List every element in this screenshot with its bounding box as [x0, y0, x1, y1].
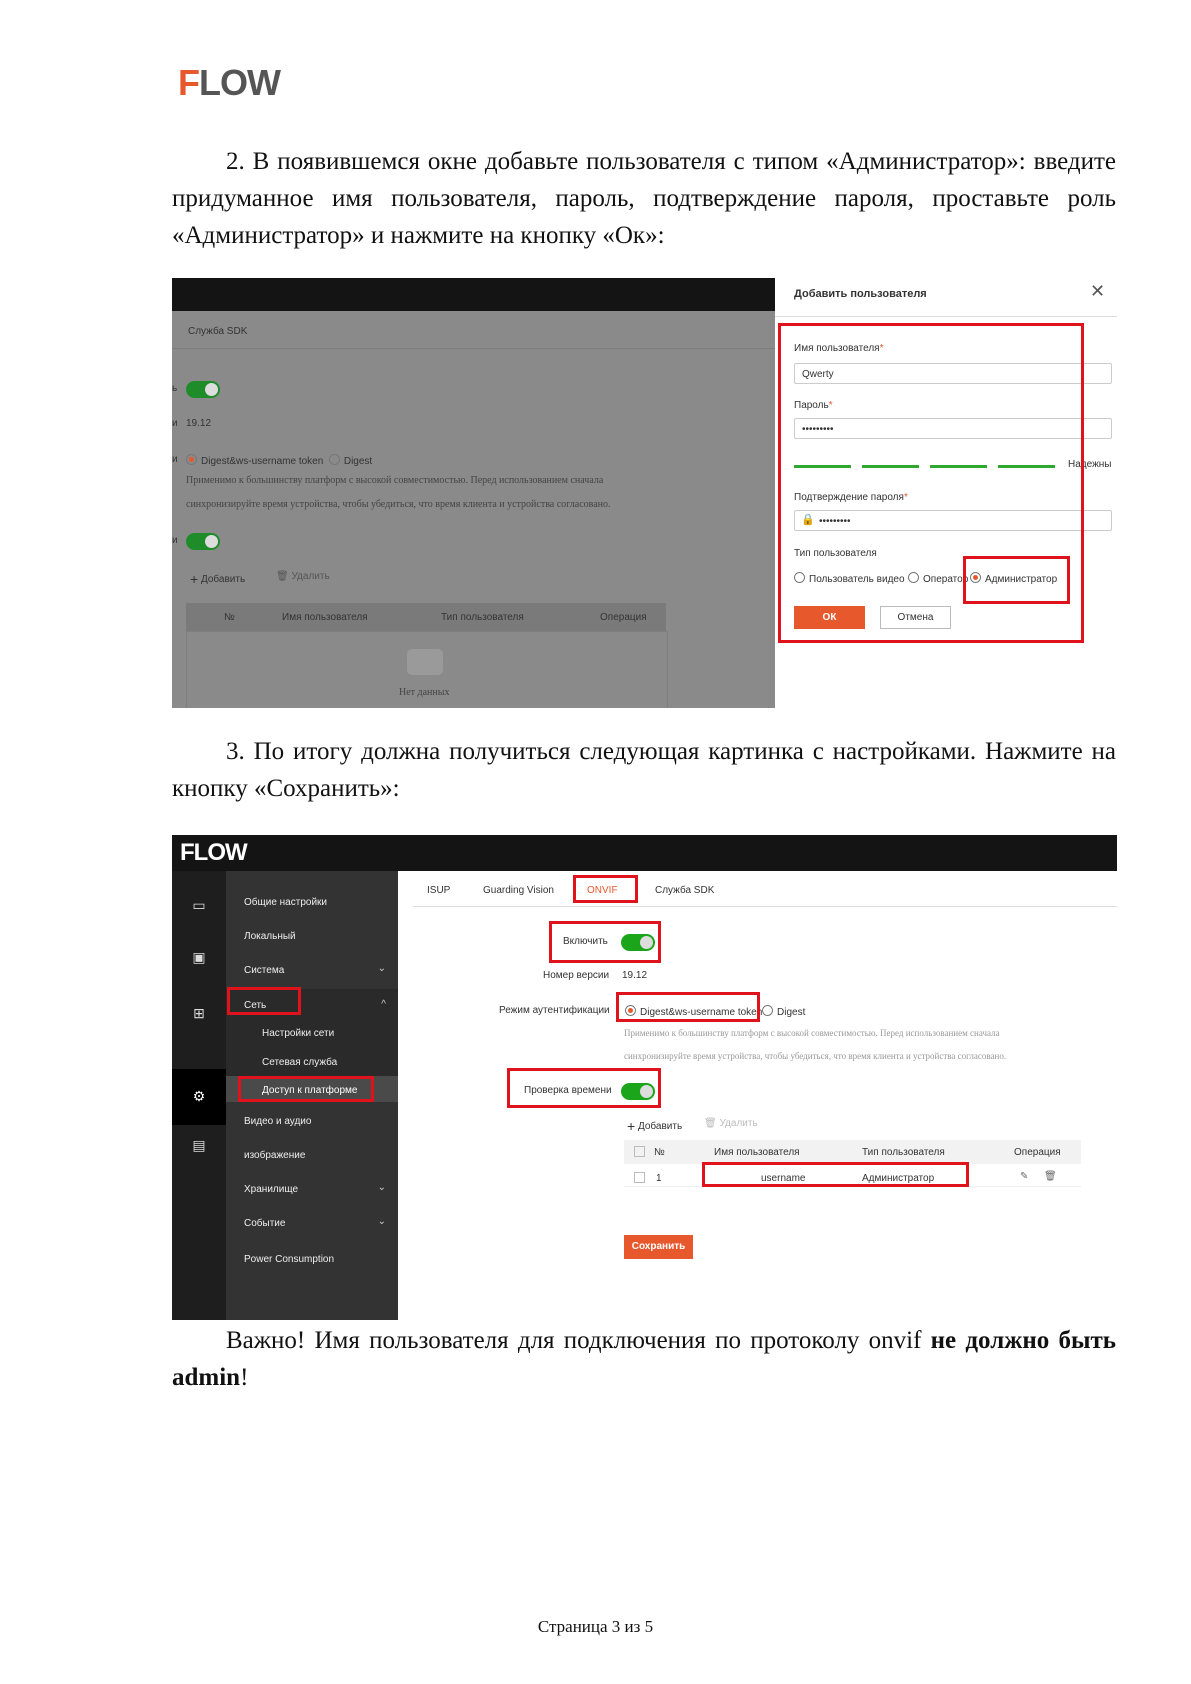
- top-bar: [172, 835, 1117, 871]
- col-user-type: Тип пользователя: [862, 1147, 945, 1158]
- auth-opt-digest-ws[interactable]: Digest&ws-username token: [625, 1005, 762, 1018]
- highlight-network: [227, 987, 301, 1015]
- row-num: 1: [656, 1173, 662, 1184]
- edit-icon[interactable]: ✎: [1020, 1171, 1029, 1182]
- compat-note-2: синхронизируйте время устройства, чтобы убедиться, что время клиента и устройства согласовано.: [186, 499, 611, 510]
- user-type-admin[interactable]: Администратор: [970, 572, 1057, 585]
- auth-mode-label: Режим аутентификации: [499, 1005, 610, 1016]
- tab-sdk[interactable]: Служба SDK: [655, 885, 715, 896]
- save-button[interactable]: Сохранить: [624, 1235, 693, 1259]
- dialog-title: Добавить пользователя: [794, 288, 927, 300]
- chevron-up-icon: ^: [381, 999, 386, 1010]
- username-label: Имя пользователя: [794, 343, 880, 354]
- select-all-checkbox[interactable]: [634, 1146, 645, 1157]
- icon-rail: [172, 871, 226, 1320]
- step-2-text: 2. В появившемся окне добавьте пользователя с типом «Администратор»: введите придуманное имя пользователя, пароль, подтверждение пароля, проставьте роль «Администратор» и нажмите на кнопку «Ок»:: [172, 148, 1116, 249]
- highlight-user-row: [702, 1162, 969, 1187]
- compat-note-1: Применимо к большинству платформ с высокой совместимостью. Перед использованием сначала: [624, 1028, 1000, 1038]
- page-footer: Страница 3 из 5: [537, 1617, 654, 1636]
- col-operation: Операция: [1014, 1147, 1061, 1158]
- menu-network[interactable]: Сеть: [244, 1000, 267, 1011]
- trash-icon[interactable]: 🗑: [1044, 1171, 1057, 1182]
- settings-menu: [226, 871, 398, 1320]
- add-user-dialog: Добавить пользователя ✕ Имя пользователя* Qwerty Пароль* ••••••••• Надежны Подтверждение пароля* ••••••••• 🔒 Тип пользователя Пользователь видео Оператор Администратор ОК Отмена: [775, 278, 1117, 708]
- auth-opt-digest[interactable]: Digest: [762, 1005, 805, 1018]
- menu-image[interactable]: изображение: [244, 1150, 306, 1161]
- chevron-down-icon: ⌄: [377, 1216, 386, 1227]
- apps-icon[interactable]: ⊞: [193, 1005, 205, 1021]
- delete-button[interactable]: 🗑 Удалить: [276, 571, 330, 582]
- compat-note-2: синхронизируйте время устройства, чтобы убедиться, что время клиента и устройства согласовано.: [624, 1051, 1007, 1061]
- empty-text: Нет данных: [399, 687, 450, 698]
- highlight-admin: [963, 556, 1070, 604]
- add-user-screenshot: [172, 278, 1117, 708]
- password-input[interactable]: •••••••••: [794, 418, 1112, 439]
- close-icon[interactable]: ✕: [1090, 281, 1106, 301]
- monitor-icon[interactable]: ▭: [192, 897, 206, 913]
- menu-event[interactable]: Событие: [244, 1218, 286, 1229]
- menu-power[interactable]: Power Consumption: [244, 1254, 335, 1265]
- display-icon[interactable]: ▤: [192, 1137, 206, 1153]
- step-3-text: 3. По итогу должна получиться следующая картинка с настройками. Нажмите на кнопку «Сохранить»:: [172, 738, 1116, 802]
- enable-toggle[interactable]: [186, 381, 220, 398]
- chevron-down-icon: ⌄: [377, 1182, 386, 1193]
- step-2-paragraph: [172, 143, 1116, 254]
- delete-button[interactable]: 🗑 Удалить: [704, 1118, 758, 1129]
- confirm-label: Подтверждение пароля: [794, 492, 904, 503]
- row-username: username: [761, 1173, 806, 1184]
- menu-platform-access[interactable]: Доступ к платформе: [262, 1085, 358, 1096]
- add-button[interactable]: + Добавить: [627, 1118, 683, 1134]
- highlight-enable: [549, 921, 661, 963]
- important-suffix: !: [240, 1364, 249, 1391]
- version-value: 19.12: [186, 418, 212, 429]
- highlight-auth: [616, 992, 760, 1022]
- username-input[interactable]: Qwerty: [794, 363, 1112, 384]
- version-value: 19.12: [622, 970, 648, 981]
- lock-icon: 🔒: [801, 514, 815, 526]
- menu-net-settings[interactable]: Настройки сети: [262, 1028, 335, 1039]
- user-type-label: Тип пользователя: [794, 548, 877, 559]
- time-check-label: Проверка времени: [524, 1085, 612, 1096]
- important-bold-2: должно быть admin: [172, 1327, 1117, 1391]
- important-bold-1: не: [930, 1327, 957, 1354]
- flow-logo: FLOW: [178, 62, 280, 103]
- empty-box-icon: [407, 649, 443, 675]
- menu-local[interactable]: Локальный: [244, 931, 296, 942]
- tab-onvif[interactable]: ONVIF: [587, 885, 618, 896]
- important-text: Важно! Имя пользователя для подключения по протоколу onvif: [226, 1327, 931, 1354]
- version-label: Номер версии: [543, 970, 610, 981]
- dimmed-background: Служба SDK ь и 19.12 и Digest&ws-username token Digest Применимо к большинству платформ с высокой совместимостью. Перед использованием сначала синхронизируйте время устройства, чтобы убедиться, что время клиента и устройства согласовано. и + Добавить 🗑 Удалить № Имя пользователя Тип пользователя Операция Нет данных: [172, 278, 775, 708]
- app-logo: FLOW: [180, 839, 247, 866]
- col-username: Имя пользователя: [714, 1147, 800, 1158]
- add-button[interactable]: + Добавить: [190, 571, 246, 587]
- col-num: №: [654, 1147, 665, 1158]
- menu-system[interactable]: Система: [244, 965, 285, 976]
- chevron-down-icon: ⌄: [377, 963, 386, 974]
- menu-general[interactable]: Общие настройки: [244, 897, 327, 908]
- settings-gear-icon[interactable]: ⚙: [192, 1088, 206, 1104]
- menu-storage[interactable]: Хранилище: [244, 1184, 298, 1195]
- step-3-paragraph: [172, 733, 1116, 807]
- auth-mode-radios: Digest&ws-username token Digest: [186, 454, 372, 467]
- onvif-settings-screenshot: [172, 835, 1117, 1320]
- row-checkbox[interactable]: [634, 1172, 645, 1183]
- ok-button[interactable]: ОК: [794, 606, 865, 629]
- playback-icon[interactable]: ▣: [192, 949, 206, 965]
- highlight-onvif-tab: [573, 875, 638, 903]
- menu-video-audio[interactable]: Видео и аудио: [244, 1116, 312, 1127]
- highlight-platform-access: [238, 1076, 374, 1102]
- password-label: Пароль: [794, 400, 829, 411]
- important-paragraph: [172, 1322, 1116, 1396]
- users-table-header: № Имя пользователя Тип пользователя Операция: [186, 603, 666, 631]
- menu-net-service[interactable]: Сетевая служба: [262, 1057, 338, 1068]
- tab-guarding-vision[interactable]: Guarding Vision: [483, 885, 554, 896]
- cancel-button[interactable]: Отмена: [880, 606, 951, 629]
- users-table-empty: [186, 631, 668, 708]
- compat-note-1: Применимо к большинству платформ с высокой совместимостью. Перед использованием сначала: [186, 475, 604, 486]
- enable-label: Включить: [563, 936, 608, 947]
- time-check-toggle[interactable]: [186, 533, 220, 550]
- row-user-type: Администратор: [862, 1173, 935, 1184]
- user-type-operator[interactable]: Оператор: [908, 572, 968, 585]
- tab-isup[interactable]: ISUP: [427, 885, 451, 896]
- tab-sdk: Служба SDK: [188, 326, 248, 337]
- user-type-video[interactable]: Пользователь видео: [794, 572, 905, 585]
- password-strength: Надежны: [1068, 459, 1112, 470]
- users-table-header: [624, 1140, 1081, 1164]
- confirm-input[interactable]: •••••••••: [794, 510, 1112, 531]
- highlight-time-check: [507, 1068, 661, 1108]
